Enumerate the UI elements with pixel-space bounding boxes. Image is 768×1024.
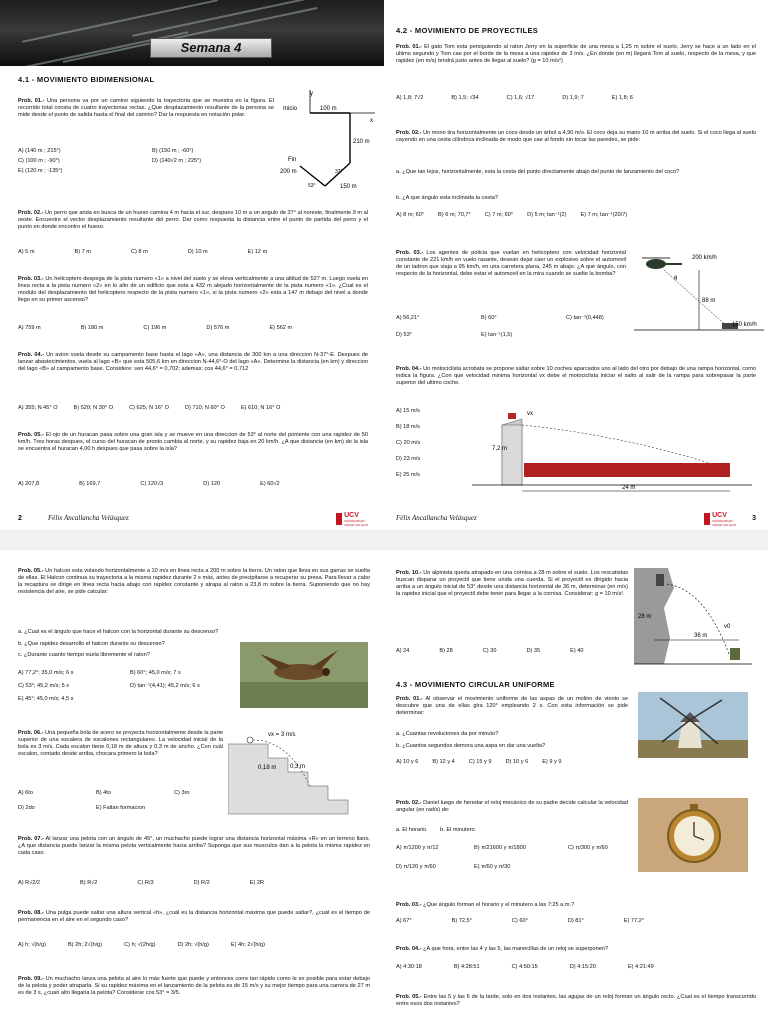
displacement-figure: [280, 88, 380, 198]
cliff-figure: [634, 568, 752, 666]
option[interactable]: A) 4:30:18: [396, 964, 422, 970]
option[interactable]: B) 1,5; √34: [451, 95, 479, 101]
page-4: [0, 550, 384, 1024]
author-footer: Félix Ancallancha Velásquez: [48, 514, 129, 522]
problem-text: Prob. 05.- Entre las 5 y las 6 de la tarde, solo en dos instantes, las agujas de un reloj forman un ángulo recto. ¿Cual es el tiempo transcurrido entre esos dos instantes?: [396, 994, 756, 1007]
distance-label: 24 m: [622, 485, 636, 491]
option[interactable]: C) R/3: [137, 880, 154, 886]
ramp-figure: [472, 405, 752, 495]
section-title: 4.2 - MOVIMIENTO DE PROYECTILES: [396, 26, 539, 35]
problem-text: Prob. 01.- El gato Tom esta persiguiendo al raton Jerry en la superficie de una mesa a 1,25 m sobre el suelo. Jerry se hace a un lado en el ultimo segundo y Tom cae por el borde de la mesa a una rapidez de 3 m/s. ¿En donde (en m) llegará Tom al suelo, respecto de la mesa, y que rapidez (en m/s) tendrá justo antes de llegar al suelo? (g = 10 m/s²): [396, 44, 756, 64]
problem-text: Prob. 03.- ¿Que ángulo forman el horario y el minutero a las 7:25 a.m.?: [396, 902, 575, 908]
option[interactable]: B) 4:28:51: [453, 964, 480, 970]
segment-label: 100 m: [320, 106, 337, 112]
option[interactable]: B) (150 m ; -60°): [152, 148, 194, 154]
options: [18, 942, 378, 949]
segment-label: 200 m: [280, 169, 297, 175]
distance-label: 36 m: [694, 633, 708, 639]
option[interactable]: B) π/21600 y π/1800: [474, 845, 526, 851]
option[interactable]: A) 8 m; 60°: [396, 212, 425, 218]
option[interactable]: A) h; √(h/g): [18, 942, 46, 948]
problem-text: Prob. 09.- Un muchacho lanza una pelota al aire lo más fuerte que puede y entonces corre tan rápido como le es posible para estar debajo de la pelota y poder atraparla. Si su rapidez máxima en el lanzamiento de la pelota es de 15 m/s y su mejor tiempo para una carrera de 27 m es de 3 s, ¿cuan alto llegaria la pelota? Considerar cos 53° = 3/5.: [18, 976, 370, 996]
options: [18, 481, 378, 488]
option[interactable]: E) 7 m; tan⁻¹(20/7): [580, 212, 628, 218]
option[interactable]: B) 169,7: [79, 481, 101, 487]
option[interactable]: C) 53°; 45,2 m/s; 5 s: [18, 683, 70, 689]
sub-question: c. ¿Durante cuanto tiempo vuela libremente el raton?: [18, 652, 150, 658]
option[interactable]: C) 4:50:15: [511, 964, 538, 970]
problem-text: Prob. 04.- ¿A que hora, entre las 4 y las 5, las manecillas de un reloj se superponen?: [396, 946, 609, 952]
problem-text: Prob. 02.- Daniel luego de heredar el reloj mecánico de su padre decide calcular la velocidad angular (en rad/s) de:: [396, 800, 628, 813]
option[interactable]: D) (140√2 m ; 225°): [152, 158, 202, 164]
option[interactable]: E) 45°; 45,0 m/s; 4,5 s: [18, 696, 74, 702]
header-title: Semana 4: [150, 38, 272, 58]
option[interactable]: A) 15 m/s: [396, 408, 420, 414]
helicopter-figure: [634, 250, 764, 340]
ucv-logo: UCV UNIVERSIDAD CÉSAR VALLEJO: [704, 512, 740, 526]
option[interactable]: E) 25 m/s: [396, 472, 420, 478]
velocity-label: vx: [527, 411, 533, 417]
axis-y-label: y: [310, 91, 313, 97]
axis-x-label: x: [370, 118, 373, 124]
options: [18, 405, 378, 412]
angle-label: 37°: [335, 169, 343, 175]
option[interactable]: B) 28: [439, 648, 453, 654]
velocity-label: 200 km/h: [692, 255, 717, 261]
option[interactable]: A) 207,8: [18, 481, 40, 487]
option[interactable]: D) 2do: [18, 805, 35, 811]
hawk-photo: [240, 642, 368, 708]
sub-question: a. ¿Cual es el ángulo que hace el halcon con la horizontal durante su descenso?: [18, 629, 219, 635]
option[interactable]: C) 1,6; √17: [506, 95, 535, 101]
option[interactable]: E) 77,2°: [623, 918, 645, 924]
option[interactable]: D) 2h; √(h/g): [177, 942, 209, 948]
option[interactable]: B) 12 y 4: [432, 759, 455, 765]
option[interactable]: E) 2R: [249, 880, 265, 886]
sub-question: b. ¿A que ángulo esta inclinada la cesta?: [396, 195, 499, 201]
option[interactable]: C) π/300 y π/60: [568, 845, 608, 851]
problem-text: Prob. 08.- Una pulga puede saltar una altura vertical «h», ¿cuál es la distancia horizontal máxima que puede saltar?, ¿cuál es el tiempo de permanencia en el aire en el segundo caso?: [18, 910, 370, 923]
option[interactable]: A) 67°: [396, 918, 412, 924]
option[interactable]: A) 355; N 45° O: [18, 405, 58, 411]
options: [18, 880, 378, 887]
options: [396, 408, 420, 479]
option[interactable]: B) 72,5°: [451, 918, 472, 924]
velocity-label: vx = 3 m/s: [268, 732, 296, 738]
option[interactable]: D) π/120 y π/60: [396, 864, 436, 870]
end-label: Fin: [288, 157, 297, 163]
sub-question: a. ¿Cuantas revoluciones da por minuto?: [396, 731, 499, 737]
option[interactable]: B) 18 m/s: [396, 424, 420, 430]
option[interactable]: A) 10 y 6: [396, 759, 419, 765]
option[interactable]: A) 759 m: [18, 325, 41, 331]
option[interactable]: D) 710; N 60° O: [184, 405, 225, 411]
option[interactable]: D) R/2: [193, 880, 210, 886]
options: [396, 964, 756, 971]
option[interactable]: E) 9 y 9: [542, 759, 562, 765]
section-title: 4.3 - MOVIMIENTO CIRCULAR UNIFORME: [396, 680, 555, 689]
header-banner: [0, 0, 384, 66]
options: [396, 918, 756, 925]
problem-text: Prob. 03.- Los agentes de policia que vuelan en helicoptero con velocidad horizontal constante de 221 km/h en vuelo rasante, desean dejar caer un explosivo sobre el automovil de un ladron que viaja a 95 km/h, en una carretera plana, 245 m abajo. ¿A que ángulo, con respecto de la horizontal, debe estar el automovil en la mira cuando se suelte la bomba?: [396, 250, 626, 277]
option[interactable]: D) 53°: [396, 332, 412, 338]
sub-question: a. ¿Que tan lejos, horizontalmente, esta la cesta del punto directamente abajo del punto de lanzamiento del coco?: [396, 169, 680, 175]
option[interactable]: E) 1,8; 6: [611, 95, 633, 101]
page-5: [384, 550, 768, 1024]
option[interactable]: C) 30: [482, 648, 497, 654]
option[interactable]: C) 625; N 16° O: [129, 405, 169, 411]
option[interactable]: A) 24: [396, 648, 410, 654]
stairs-figure: [228, 726, 368, 816]
page-number: 2: [18, 515, 22, 522]
option[interactable]: B) 2h; 2√(h/g): [67, 942, 103, 948]
height-label: 28 m: [638, 614, 652, 620]
option[interactable]: A) 77,2°; 35,0 m/s; 6 s: [18, 670, 74, 676]
option[interactable]: E) tan⁻¹(1,5): [481, 332, 513, 338]
angle-label: 53°: [308, 183, 316, 189]
author-footer: Félix Ancallancha Velásquez: [396, 514, 477, 522]
option[interactable]: B) 180 m: [80, 325, 104, 331]
option[interactable]: D) 35: [526, 648, 541, 654]
angle-label: θ: [674, 276, 678, 282]
option[interactable]: C) 7 m; 60°: [484, 212, 514, 218]
option[interactable]: E) 4h; 2√(h/g): [230, 942, 266, 948]
option[interactable]: A) 1,8; 7√2: [396, 95, 424, 101]
pocket-watch-photo: [638, 798, 748, 872]
option[interactable]: B) 60°: [481, 315, 497, 321]
windmill-photo: [638, 692, 748, 758]
option[interactable]: D) tan⁻¹(4,41); 45,2 m/s; 6 s: [130, 683, 200, 689]
page-2: [0, 0, 384, 530]
height-label: 88 m: [702, 298, 716, 304]
sub-question: b. ¿Cuantos segundos demora una aspa en dar una vuelta?: [396, 743, 546, 749]
height-label: 7,2 m: [492, 446, 508, 452]
problem-text: Prob. 02.- Un mono tira horizontalmente un coco desde un árbol a 4,90 m/s. El coco deja su mano 10 m arriba del suelo. Si el coco llega al suelo cayendo en una cesta cilíndrica inclinada de modo que cae al fondo sin tocar las paredes, se pide:: [396, 130, 756, 143]
option[interactable]: A) 56,21°: [396, 315, 420, 321]
problem-text: Prob. 04.- Un avion vuela desde su campamento base hasta el lago «A», una distancia de 300 km a una direccion N-37°-E. Despues de lanzar abastecimientos, vuela al lago «B» que esta 505,6 km en direccion N-44,6°-O del lago «A». Determine la distancia (en km) y direccion del lago «B» al campamento base. Considere: sen 44,6° = 0,702; ademas: cos 44,6° = 0,712: [18, 352, 368, 372]
option[interactable]: E) 4:21:49: [627, 964, 654, 970]
options: [18, 670, 243, 703]
option[interactable]: B) 4to: [96, 790, 111, 796]
options: [18, 148, 278, 175]
options: [18, 325, 378, 332]
option[interactable]: E) π/60 y π/30: [474, 864, 511, 870]
option[interactable]: E) 40: [570, 648, 584, 654]
option[interactable]: B) 7 m: [74, 249, 91, 255]
option[interactable]: E) (120 m ; -135°): [18, 168, 63, 174]
option[interactable]: D) 10 y 6: [505, 759, 529, 765]
width-label: 0,3 m: [290, 764, 306, 770]
problem-text: Prob. 03.- Un helicoptero despega de la pista numero «1» a nivel del suelo y se eleva verticalmente a una altitud de 527 m. Luego vuela en linea recta a la pista numero «2» en lo alto de un edificio que esta a 432 m alejado horizontalmente de la pista numero «1». ¿Cual es el modulo del desplazamiento del helicoptero respecto de la pista numero «1», si la pista numero «2» esta a 147 m debajo del nivel a donde llego en su primer ascenso?: [18, 276, 368, 303]
option[interactable]: E) 60√2: [260, 481, 280, 487]
option[interactable]: D) 576 m: [206, 325, 230, 331]
sub-question: a. El horario. b. El minutero.: [396, 827, 477, 833]
ucv-logo: UCV UNIVERSIDAD CÉSAR VALLEJO: [336, 512, 372, 526]
option[interactable]: C) 8 m: [130, 249, 148, 255]
option[interactable]: A) (140 m ; 215°): [18, 148, 61, 154]
option[interactable]: E) 610; N 16° O: [240, 405, 281, 411]
option[interactable]: C) tan⁻¹(0,448): [566, 315, 604, 321]
problem-text: Prob. 04.- Un motociclista acrobata se propone saltar sobre 10 coches aparcados uno al lado del otro por debajo de una rampa horizontal, como indica la figura. ¿Con que velocidad minima horizontal vx debe el motociclista iniciar el salto al salir de la rampa para sobrepasar la parte superior del ultimo coche.: [396, 366, 756, 386]
start-label: Inicio: [283, 106, 298, 112]
options: [396, 845, 636, 871]
problem-text: Prob. 01.- Al observar el movimiento uniforme de las aspas de un molino de viento se descubre que una de ellas gira 120° empleando 2 s. Con esta información se pide determinar:: [396, 696, 629, 716]
problem-text: Prob. 01.- Una persona va por un camino siguiendo la trayectoria que se muestra en la figura. El recorrido total consta de cuatro trayectorias rectas. ¿Que desplazamiento resultante de la persona se mide desde el punto de salida hasta el final del camino? Dar la respuesta en notación polar.: [18, 98, 274, 118]
option[interactable]: C) (100 m ; -90°): [18, 158, 60, 164]
problem-text: Prob. 02.- Un perro que anda en busca de un hueso camina 4 m hacia el sur, despues 10 m a un angulo de 37° al noreste, finalmente 9 m al oeste. Encuentre el vector desplazamiento resultante del perro. Dar como respuesta la distancia entre el punto de partida del perro y el punto en donde encontro el hueso.: [18, 210, 368, 230]
option[interactable]: B) 6 m; 70,7°: [438, 212, 471, 218]
options: [396, 95, 756, 102]
option[interactable]: C) 15 y 9: [468, 759, 492, 765]
option[interactable]: D) 5 m; tan⁻¹(2): [527, 212, 567, 218]
option[interactable]: B) R√2: [80, 880, 98, 886]
segment-label: 150 m: [340, 184, 357, 190]
option[interactable]: C) 3ro: [174, 790, 190, 796]
problem-text: Prob. 07.- Al lanzar una pelota con un ángulo de 45°, un muchacho puede lograr una distancia horizontal máxima «R» en un terreno llano. ¿A que distancia puede lanzar la misma pelota verticalmente hacia arriba? Suponga que sus musculos dan a la pelota la misma rapidez en cada caso.: [18, 836, 370, 856]
option[interactable]: D) 1,9; 7: [562, 95, 584, 101]
section-title: 4.1 - MOVIMIENTO BIDIMENSIONAL: [18, 75, 155, 84]
option[interactable]: C) 60°: [511, 918, 528, 924]
option[interactable]: C) 20 m/s: [396, 440, 421, 446]
option[interactable]: B) 60°; 45,0 m/s; 7 s: [130, 670, 181, 676]
option[interactable]: C) 196 m: [143, 325, 167, 331]
option[interactable]: A) 6to: [18, 790, 33, 796]
options: [396, 759, 636, 766]
option[interactable]: A) R√2/2: [18, 880, 41, 886]
option[interactable]: D) 4:15:20: [569, 964, 596, 970]
option[interactable]: D) 10 m: [187, 249, 208, 255]
problem-text: Prob. 10.- Un alpinista queda atrapado en una cornisa a 28 m sobre el suelo. Los rescatistas buscan disparar un proyectil que tiene unida una cuerda. Si el proyectil es dirigido hacia arriba a un ángulo inicial de 53° desde una distancia horizontal de 36 m, determinar (en m/s) la rapidez inicial que el proyectil debe tener para llegar a la cornisa. Considerar: g = 10 m/s².: [396, 570, 628, 597]
problem-text: Prob. 05.- El ojo de un huracan pasa sobre una gran isla y se mueve en una direccion de 53° al norte del poniente con una rapidez de 50 km/h. Tres horas despues, el curso del huracan de pronto cambia al norte, y su rapidez baja en 20 km/h. ¿A que distancia (en km) de la isla se encuentra el huracan 4,00 h despues que pasa sobre la isla?: [18, 432, 369, 452]
page-3: [384, 0, 768, 530]
options: [396, 212, 766, 219]
option[interactable]: B) 520; N 30° O: [73, 405, 114, 411]
page-number: 3: [752, 515, 756, 522]
option[interactable]: A) π/1200 y π/12: [396, 845, 439, 851]
option[interactable]: E) Faltan formacion: [96, 805, 145, 811]
options: [18, 790, 233, 812]
option[interactable]: C) 120√3: [140, 481, 164, 487]
options: [18, 249, 378, 256]
option[interactable]: C) h; √(2h/g): [124, 942, 156, 948]
height-label: 0,18 m: [258, 765, 277, 771]
option[interactable]: E) 562 m: [269, 325, 293, 331]
option[interactable]: D) 120: [203, 481, 221, 487]
problem-text: Prob. 06.- Una pequeña bola de acero se proyecta horizontalmente desde la parte superior de una escalera de escalones rectangulares. La velocidad inicial de la bola es 3 m/s. Cada escalon tiene 0,18 m de altura y 0,3 m de ancho. ¿Con cuál escalon, contado desde arriba, chocara primero la bola?: [18, 730, 223, 757]
option[interactable]: D) 23 m/s: [396, 456, 421, 462]
option[interactable]: E) 12 m: [247, 249, 268, 255]
sub-question: b. ¿Que rapidez desarrollo el halcon durante su descenso?: [18, 641, 165, 647]
option[interactable]: D) 81°: [567, 918, 584, 924]
options: [396, 648, 636, 655]
options: [396, 315, 626, 339]
velocity-label: 150 km/h: [732, 322, 757, 328]
velocity-label: v0: [724, 624, 731, 630]
segment-label: 210 m: [353, 139, 370, 145]
page-separator: [0, 530, 768, 550]
problem-text: Prob. 05.- Un halcon esta volando horizontalmente a 10 m/s en linea recta a 200 m sobre la tierra. Un raton que lleva en sus garras se suelta de ellas. El Halcon continua su trayectoria a la misma rapidez durante 2 s más, antes de precipitarse a recuperar su presa. Para llevar a cabo la recaptura se dirige en linea recta hacia abajo con rapidez constante y atrapa al raton a 23,8 m sobre la tierra. Suponiendo que no hay resistencia del aire, se pide calcular:: [18, 568, 370, 595]
option[interactable]: A) 5 m: [18, 249, 35, 255]
